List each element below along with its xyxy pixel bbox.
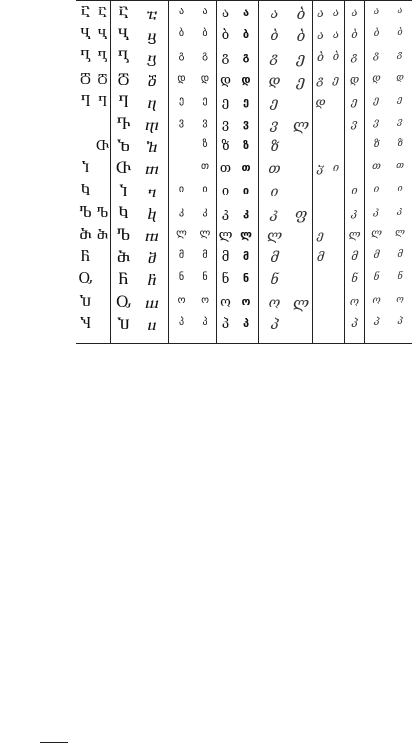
chart-column-c9	[258, 1, 290, 343]
glyph-cell: Ⴋ	[96, 228, 109, 242]
glyph-cell: Ⴏ	[80, 316, 91, 332]
glyph-cell: Ⴀ	[118, 6, 129, 22]
glyph-cell: დ	[200, 72, 210, 84]
glyph-cell: Ⴃ	[97, 72, 108, 87]
glyph-cell: ბ	[202, 28, 208, 40]
glyph-cell: ლ	[292, 116, 310, 134]
glyph-cell: ლ	[218, 228, 233, 243]
glyph-cell: ⴋ	[147, 249, 157, 268]
glyph-cell: მ	[178, 250, 185, 262]
glyph-cell: ვ	[373, 117, 380, 128]
glyph-cell: კ	[202, 205, 208, 217]
glyph-cell: ⴂ	[147, 49, 157, 68]
chart-column-c15	[388, 1, 412, 343]
glyph-cell: თ	[219, 161, 232, 177]
glyph-cell: ე	[317, 228, 324, 242]
glyph-cell: ⴌ	[147, 271, 157, 290]
glyph-cell: ბ	[373, 28, 380, 40]
glyph-cell: Ⴄ	[80, 94, 91, 110]
glyph-cell: ზ	[373, 139, 380, 151]
glyph-cell: ჳ	[317, 161, 324, 176]
glyph-cell: ა	[351, 6, 358, 19]
glyph-cell: ⴈ	[147, 182, 157, 201]
glyph-cell: ე	[202, 94, 208, 106]
chart-column-c1	[76, 1, 95, 343]
glyph-cell: ლ	[371, 228, 382, 239]
glyph-cell: პ	[178, 316, 185, 328]
glyph-cell: Ⴆ	[117, 139, 130, 156]
glyph-cell: Ⴁ	[79, 28, 92, 44]
glyph-cell: Ⴂ	[97, 50, 108, 65]
glyph-cell: ი	[270, 183, 279, 200]
chart-column-c6	[194, 1, 216, 343]
chart-column-c2	[95, 1, 110, 343]
glyph-cell: ზ	[221, 139, 230, 155]
glyph-cell: მ	[270, 250, 279, 267]
chart-column-c7	[216, 1, 234, 343]
glyph-cell: დ	[241, 72, 251, 86]
glyph-cell: ბ	[332, 50, 340, 64]
glyph-cell: ა	[397, 6, 403, 16]
glyph-cell: ბ	[317, 50, 324, 65]
glyph-cell: ბ	[270, 28, 279, 45]
glyph-cell: გ	[178, 50, 185, 62]
glyph-cell: ე	[270, 94, 279, 111]
glyph-cell: ე	[296, 71, 306, 90]
glyph-cell: ა	[221, 6, 230, 21]
glyph-cell: Ⴋ	[116, 250, 131, 267]
glyph-cell: ⴁ	[147, 27, 157, 46]
glyph-cell: Ⴁ	[97, 28, 108, 43]
glyph-cell: კ	[373, 205, 380, 217]
glyph-cell: ბ	[242, 28, 250, 42]
chart-column-c3	[110, 1, 136, 343]
glyph-cell: Ⴍ	[78, 272, 93, 288]
glyph-cell: მ	[221, 250, 230, 266]
glyph-cell: ლ	[266, 228, 283, 244]
chart-column-c11	[312, 1, 328, 343]
glyph-cell: მ	[202, 250, 208, 262]
chart-column-c14	[364, 1, 388, 343]
glyph-cell: Ⴀ	[80, 6, 91, 21]
glyph-cell: Ⴌ	[118, 272, 129, 289]
glyph-cell: კ	[351, 205, 358, 219]
glyph-cell: ი	[202, 183, 208, 195]
glyph-cell: ი	[351, 183, 358, 197]
glyph-cell: ზ	[270, 139, 279, 156]
glyph-cell: ⴄ	[147, 93, 157, 112]
glyph-cell: ბ	[351, 28, 358, 42]
glyph-cell: ო	[268, 294, 281, 311]
glyph-cell: თ	[268, 161, 281, 178]
glyph-cell: ე	[221, 94, 230, 110]
glyph-cell: ზ	[397, 139, 403, 150]
glyph-cell: დ	[372, 72, 381, 84]
glyph-cell: ა	[270, 6, 279, 22]
glyph-cell: ვ	[397, 117, 403, 127]
glyph-cell: ა	[373, 6, 380, 17]
glyph-cell: ბ	[178, 28, 185, 40]
glyph-cell: დ	[177, 72, 186, 84]
glyph-cell: ბ	[296, 27, 306, 46]
glyph-cell: გ	[316, 72, 325, 87]
glyph-cell: ⴎ	[147, 315, 157, 334]
glyph-cell: ა	[332, 28, 340, 42]
glyph-cell: Ⴀ	[98, 6, 107, 20]
glyph-cell: ვ	[202, 117, 208, 128]
glyph-cell: Ⴅ	[116, 117, 131, 133]
glyph-cell: Ⴇ	[115, 161, 132, 178]
glyph-cell: ვ	[351, 117, 358, 130]
glyph-cell: მ	[351, 250, 358, 264]
glyph-cell: ი	[397, 183, 403, 194]
glyph-cell: ნ	[178, 272, 185, 284]
glyph-cell: Ⴍ	[115, 294, 132, 311]
glyph-cell: ი	[332, 161, 340, 175]
glyph-cell: ⴀ	[146, 5, 158, 23]
glyph-cell: Ⴋ	[79, 228, 92, 243]
glyph-cell: Ⴊ	[116, 228, 131, 244]
glyph-cell: ი	[221, 183, 230, 199]
glyph-cell: ⴅ	[144, 116, 160, 134]
glyph-cell: მ	[373, 250, 380, 262]
glyph-cell: ნ	[270, 272, 279, 289]
footnote-rule	[40, 742, 68, 743]
glyph-cell: ა	[202, 6, 208, 17]
glyph-cell: პ	[270, 316, 279, 333]
glyph-cell: ⴃ	[147, 71, 157, 90]
script-chart-table	[76, 0, 412, 344]
glyph-cell: გ	[221, 50, 230, 66]
glyph-cell: პ	[351, 316, 358, 330]
glyph-cell: ა	[317, 6, 324, 20]
glyph-cell: Ⴇ	[95, 139, 110, 154]
glyph-cell: გ	[202, 50, 208, 62]
glyph-cell: ბ	[221, 28, 230, 44]
glyph-cell: Ⴌ	[80, 250, 91, 266]
glyph-cell: ნ	[202, 272, 208, 284]
glyph-cell: თ	[396, 161, 404, 172]
glyph-cell: ო	[177, 294, 186, 306]
glyph-cell: Ⴈ	[81, 161, 90, 177]
glyph-cell: ბ	[296, 5, 306, 23]
glyph-cell: ზ	[202, 139, 208, 151]
glyph-cell: კ	[242, 205, 250, 219]
glyph-cell: ა	[332, 6, 340, 19]
chart-column-c10	[290, 1, 312, 343]
glyph-cell: ვ	[242, 117, 250, 130]
glyph-cell: კ	[397, 205, 403, 216]
chart-column-c4	[136, 1, 168, 343]
glyph-cell: ლ	[176, 228, 187, 239]
glyph-cell: გ	[373, 50, 380, 62]
glyph-cell: ლ	[292, 293, 310, 312]
glyph-cell: ა	[242, 6, 250, 19]
glyph-cell: ე	[397, 94, 403, 105]
glyph-cell: Ⴂ	[80, 50, 91, 66]
glyph-cell: ი	[373, 183, 380, 195]
glyph-cell: ვ	[270, 117, 279, 133]
glyph-cell: ო	[372, 294, 381, 306]
glyph-cell: ე	[332, 72, 340, 86]
glyph-cell: თ	[372, 161, 381, 173]
glyph-cell: ა	[317, 28, 324, 43]
glyph-cell: ნ	[351, 272, 358, 286]
glyph-cell: ა	[178, 6, 185, 17]
glyph-cell: კ	[178, 205, 185, 217]
glyph-cell: ⴆ	[146, 138, 158, 157]
glyph-cell: ვ	[221, 117, 230, 132]
glyph-cell: Ⴉ	[80, 183, 91, 199]
glyph-cell: Ⴃ	[117, 72, 130, 89]
glyph-cell: ლ	[348, 228, 361, 241]
glyph-cell: დ	[268, 72, 281, 89]
glyph-cell: ე	[351, 94, 358, 108]
glyph-cell: ფ	[294, 204, 308, 223]
chart-column-c13	[344, 1, 364, 343]
glyph-cell: ე	[296, 49, 306, 68]
glyph-cell: დ	[220, 72, 231, 88]
glyph-cell: ი	[178, 183, 185, 195]
glyph-cell: Ⴃ	[79, 72, 92, 88]
glyph-cell: ზ	[242, 139, 250, 153]
glyph-cell: ე	[373, 94, 380, 106]
glyph-cell: Ⴎ	[79, 294, 92, 310]
glyph-cell: ო	[349, 294, 360, 308]
glyph-cell: კ	[221, 205, 230, 221]
glyph-cell: ლ	[240, 228, 252, 241]
glyph-cell: მ	[397, 250, 403, 261]
glyph-cell: თ	[241, 161, 251, 175]
glyph-cell: მ	[316, 250, 325, 265]
glyph-cell: დ	[349, 72, 360, 86]
glyph-cell: დ	[396, 72, 404, 83]
glyph-cell: Ⴄ	[118, 94, 129, 111]
chart-column-c12	[328, 1, 344, 343]
glyph-cell: ი	[242, 183, 250, 197]
glyph-cell: გ	[397, 50, 403, 61]
glyph-cell: ⴇ	[144, 160, 160, 179]
glyph-cell: დ	[315, 94, 326, 109]
glyph-cell: Ⴁ	[117, 28, 130, 45]
glyph-cell: პ	[373, 316, 380, 328]
glyph-cell: ნ	[397, 272, 403, 283]
glyph-cell: პ	[221, 316, 230, 332]
glyph-cell: გ	[242, 50, 250, 64]
glyph-cell: Ⴉ	[118, 205, 129, 222]
glyph-cell: ო	[241, 294, 251, 308]
glyph-cell: Ⴊ	[79, 205, 92, 221]
glyph-cell: პ	[397, 316, 403, 327]
glyph-cell: ლ	[395, 228, 405, 238]
glyph-cell: კ	[270, 205, 279, 222]
glyph-cell: ნ	[221, 272, 230, 288]
glyph-cell: გ	[270, 50, 279, 67]
glyph-cell: ნ	[373, 272, 380, 284]
glyph-cell: ⴍ	[144, 293, 160, 312]
glyph-cell: მ	[242, 250, 250, 264]
glyph-cell: ო	[201, 294, 209, 306]
glyph-cell: Ⴎ	[117, 316, 130, 333]
glyph-cell: თ	[200, 161, 209, 173]
glyph-cell: ო	[220, 294, 231, 310]
glyph-cell: ე	[242, 94, 250, 108]
glyph-cell: Ⴊ	[96, 205, 109, 220]
glyph-cell: ბ	[397, 28, 403, 39]
chart-column-c8	[234, 1, 258, 343]
glyph-cell: ო	[396, 294, 404, 305]
glyph-cell: ე	[178, 94, 185, 106]
glyph-cell: Ⴂ	[117, 50, 130, 67]
glyph-cell: ⴊ	[144, 227, 160, 245]
glyph-cell: ნ	[242, 272, 250, 286]
glyph-cell: პ	[242, 316, 250, 330]
glyph-cell: Ⴄ	[98, 94, 107, 109]
glyph-cell: პ	[202, 316, 208, 328]
glyph-cell: Ⴈ	[119, 183, 128, 200]
chart-column-c5	[168, 1, 194, 343]
glyph-cell: ვ	[178, 117, 185, 128]
glyph-cell: გ	[351, 50, 358, 64]
glyph-cell: ლ	[199, 228, 211, 239]
glyph-cell: ⴉ	[147, 204, 157, 223]
